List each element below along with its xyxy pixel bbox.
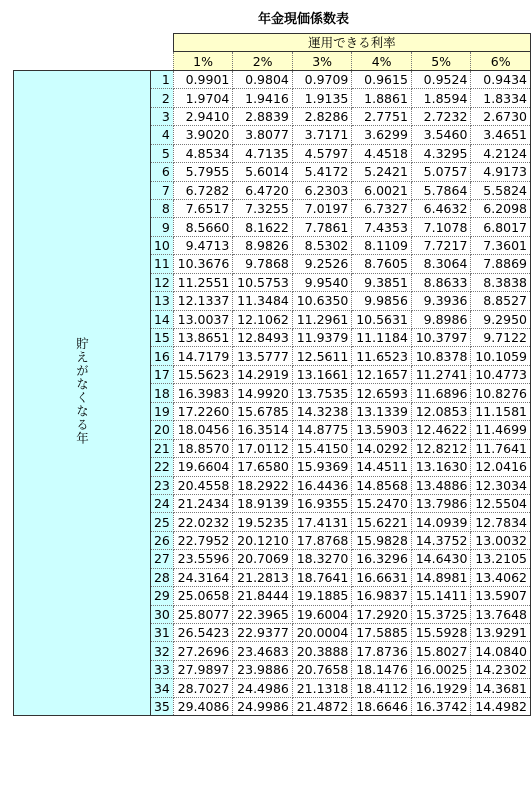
factor-cell[interactable]: 11.1581 [471, 402, 531, 420]
year-cell[interactable]: 22 [151, 458, 174, 476]
year-cell[interactable]: 4 [151, 126, 174, 144]
factor-cell[interactable]: 21.4872 [292, 697, 352, 715]
year-cell[interactable]: 34 [151, 679, 174, 697]
factor-cell[interactable]: 15.6785 [233, 402, 293, 420]
year-cell[interactable]: 16 [151, 347, 174, 365]
year-cell[interactable]: 21 [151, 439, 174, 457]
factor-cell[interactable]: 13.5777 [233, 347, 293, 365]
factor-cell[interactable]: 18.4112 [352, 679, 412, 697]
factor-cell[interactable]: 14.8568 [352, 476, 412, 494]
factor-cell[interactable]: 10.1059 [471, 347, 531, 365]
factor-cell[interactable]: 16.4436 [292, 476, 352, 494]
factor-cell[interactable]: 4.9173 [471, 163, 531, 181]
factor-cell[interactable]: 5.4172 [292, 163, 352, 181]
year-cell[interactable]: 26 [151, 531, 174, 549]
factor-cell[interactable]: 7.3601 [471, 236, 531, 254]
year-cell[interactable]: 12 [151, 273, 174, 291]
factor-cell[interactable]: 4.8534 [173, 144, 233, 162]
year-cell[interactable]: 24 [151, 494, 174, 512]
factor-cell[interactable]: 15.1411 [411, 587, 471, 605]
factor-cell[interactable]: 27.2696 [173, 642, 233, 660]
factor-cell[interactable]: 15.2470 [352, 494, 412, 512]
factor-cell[interactable]: 17.6580 [233, 458, 293, 476]
factor-cell[interactable]: 18.8570 [173, 439, 233, 457]
factor-cell[interactable]: 14.0840 [471, 642, 531, 660]
factor-cell[interactable]: 1.8861 [352, 89, 412, 107]
factor-cell[interactable]: 11.9379 [292, 329, 352, 347]
factor-cell[interactable]: 9.3936 [411, 292, 471, 310]
factor-cell[interactable]: 21.1318 [292, 679, 352, 697]
year-cell[interactable]: 6 [151, 163, 174, 181]
factor-cell[interactable]: 18.1476 [352, 660, 412, 678]
factor-cell[interactable]: 20.7658 [292, 660, 352, 678]
factor-cell[interactable]: 8.5302 [292, 236, 352, 254]
factor-cell[interactable]: 0.9804 [233, 70, 293, 88]
factor-cell[interactable]: 0.9524 [411, 70, 471, 88]
factor-cell[interactable]: 11.2551 [173, 273, 233, 291]
factor-cell[interactable]: 17.8736 [352, 642, 412, 660]
factor-cell[interactable]: 6.4720 [233, 181, 293, 199]
year-cell[interactable]: 8 [151, 199, 174, 217]
factor-cell[interactable]: 6.2098 [471, 199, 531, 217]
factor-cell[interactable]: 1.9704 [173, 89, 233, 107]
year-cell[interactable]: 19 [151, 402, 174, 420]
factor-cell[interactable]: 8.9826 [233, 236, 293, 254]
factor-cell[interactable]: 12.5504 [471, 494, 531, 512]
factor-cell[interactable]: 6.2303 [292, 181, 352, 199]
factor-cell[interactable]: 16.3742 [411, 697, 471, 715]
factor-cell[interactable]: 8.5660 [173, 218, 233, 236]
factor-cell[interactable]: 15.5928 [411, 624, 471, 642]
factor-cell[interactable]: 14.9920 [233, 384, 293, 402]
factor-cell[interactable]: 1.9416 [233, 89, 293, 107]
factor-cell[interactable]: 13.9291 [471, 624, 531, 642]
factor-cell[interactable]: 10.6350 [292, 292, 352, 310]
factor-cell[interactable]: 5.2421 [352, 163, 412, 181]
factor-cell[interactable]: 21.2813 [233, 568, 293, 586]
factor-cell[interactable]: 11.4699 [471, 421, 531, 439]
factor-cell[interactable]: 2.7751 [352, 107, 412, 125]
factor-cell[interactable]: 13.4062 [471, 568, 531, 586]
factor-cell[interactable]: 20.1210 [233, 531, 293, 549]
factor-cell[interactable]: 15.9369 [292, 458, 352, 476]
year-cell[interactable]: 17 [151, 365, 174, 383]
factor-cell[interactable]: 0.9615 [352, 70, 412, 88]
rate-header-cell[interactable]: 3% [292, 52, 352, 70]
year-cell[interactable]: 20 [151, 421, 174, 439]
factor-cell[interactable]: 12.1657 [352, 365, 412, 383]
factor-cell[interactable]: 16.3514 [233, 421, 293, 439]
factor-cell[interactable]: 9.3851 [352, 273, 412, 291]
factor-cell[interactable]: 12.7834 [471, 513, 531, 531]
year-cell[interactable]: 33 [151, 660, 174, 678]
years-side-label: 貯えがなくなる年 [74, 337, 90, 446]
factor-cell[interactable]: 16.3296 [352, 550, 412, 568]
factor-cell[interactable]: 13.0032 [471, 531, 531, 549]
factor-cell[interactable]: 7.4353 [352, 218, 412, 236]
factor-cell[interactable]: 22.0232 [173, 513, 233, 531]
factor-cell[interactable]: 7.3255 [233, 199, 293, 217]
factor-cell[interactable]: 14.3752 [411, 531, 471, 549]
year-cell[interactable]: 1 [151, 70, 174, 88]
year-cell[interactable]: 5 [151, 144, 174, 162]
factor-cell[interactable]: 9.2950 [471, 310, 531, 328]
factor-cell[interactable]: 19.6004 [292, 605, 352, 623]
factor-cell[interactable]: 12.0853 [411, 402, 471, 420]
rate-header-cell[interactable]: 2% [233, 52, 293, 70]
factor-cell[interactable]: 12.1062 [233, 310, 293, 328]
factor-cell[interactable]: 2.6730 [471, 107, 531, 125]
factor-cell[interactable]: 12.8493 [233, 329, 293, 347]
factor-cell[interactable]: 5.6014 [233, 163, 293, 181]
factor-cell[interactable]: 3.8077 [233, 126, 293, 144]
factor-cell[interactable]: 13.8651 [173, 329, 233, 347]
factor-cell[interactable]: 3.7171 [292, 126, 352, 144]
factor-cell[interactable]: 20.4558 [173, 476, 233, 494]
factor-cell[interactable]: 3.9020 [173, 126, 233, 144]
factor-cell[interactable]: 7.1078 [411, 218, 471, 236]
factor-cell[interactable]: 11.7641 [471, 439, 531, 457]
factor-cell[interactable]: 23.5596 [173, 550, 233, 568]
factor-cell[interactable]: 13.4886 [411, 476, 471, 494]
factor-cell[interactable]: 14.4511 [352, 458, 412, 476]
factor-cell[interactable]: 6.7327 [352, 199, 412, 217]
factor-cell[interactable]: 9.4713 [173, 236, 233, 254]
factor-cell[interactable]: 3.5460 [411, 126, 471, 144]
year-cell[interactable]: 9 [151, 218, 174, 236]
factor-cell[interactable]: 10.3797 [411, 329, 471, 347]
factor-cell[interactable]: 20.0004 [292, 624, 352, 642]
factor-cell[interactable]: 14.0939 [411, 513, 471, 531]
factor-cell[interactable]: 16.1929 [411, 679, 471, 697]
factor-cell[interactable]: 16.9837 [352, 587, 412, 605]
table-row [14, 70, 531, 88]
factor-cell[interactable]: 7.6517 [173, 199, 233, 217]
factor-cell[interactable]: 19.6604 [173, 458, 233, 476]
factor-cell[interactable]: 5.5824 [471, 181, 531, 199]
factor-cell[interactable]: 14.2919 [233, 365, 293, 383]
factor-cell[interactable]: 7.7217 [411, 236, 471, 254]
factor-cell[interactable]: 2.7232 [411, 107, 471, 125]
factor-cell[interactable]: 15.6221 [352, 513, 412, 531]
factor-cell[interactable]: 10.8378 [411, 347, 471, 365]
factor-cell[interactable]: 18.7641 [292, 568, 352, 586]
factor-cell[interactable]: 9.9856 [352, 292, 412, 310]
year-cell[interactable]: 35 [151, 697, 174, 715]
factor-cell[interactable]: 20.7069 [233, 550, 293, 568]
factor-cell[interactable]: 12.3034 [471, 476, 531, 494]
factor-cell[interactable]: 3.4651 [471, 126, 531, 144]
table-title: 年金現価係数表 [257, 12, 349, 27]
year-cell[interactable]: 27 [151, 550, 174, 568]
factor-cell[interactable]: 13.2105 [471, 550, 531, 568]
factor-cell[interactable]: 4.5797 [292, 144, 352, 162]
factor-cell[interactable]: 22.3965 [233, 605, 293, 623]
factor-cell[interactable]: 2.8839 [233, 107, 293, 125]
factor-cell[interactable]: 11.6896 [411, 384, 471, 402]
factor-cell[interactable]: 29.4086 [173, 697, 233, 715]
factor-cell[interactable]: 10.3676 [173, 255, 233, 273]
factor-cell[interactable]: 15.9828 [352, 531, 412, 549]
factor-cell[interactable]: 17.8768 [292, 531, 352, 549]
factor-cell[interactable]: 9.7122 [471, 329, 531, 347]
factor-cell[interactable]: 0.9434 [471, 70, 531, 88]
factor-cell[interactable]: 13.5903 [352, 421, 412, 439]
factor-cell[interactable]: 15.8027 [411, 642, 471, 660]
factor-cell[interactable]: 19.1885 [292, 587, 352, 605]
factor-cell[interactable]: 17.2920 [352, 605, 412, 623]
factor-cell[interactable]: 11.2741 [411, 365, 471, 383]
year-cell[interactable]: 2 [151, 89, 174, 107]
year-cell[interactable]: 23 [151, 476, 174, 494]
factor-cell[interactable]: 23.9886 [233, 660, 293, 678]
years-side-label-cell[interactable] [14, 70, 151, 715]
interest-rate-group-header[interactable]: 運用できる利率 [173, 34, 530, 52]
year-cell[interactable]: 29 [151, 587, 174, 605]
factor-cell[interactable]: 12.0416 [471, 458, 531, 476]
factor-cell[interactable]: 21.8444 [233, 587, 293, 605]
rate-header-row [14, 52, 531, 70]
rate-header-cell[interactable]: 4% [352, 52, 412, 70]
factor-cell[interactable]: 25.0658 [173, 587, 233, 605]
factor-cell[interactable]: 14.2302 [471, 660, 531, 678]
factor-cell[interactable]: 4.4518 [352, 144, 412, 162]
factor-cell[interactable]: 13.5907 [471, 587, 531, 605]
year-cell[interactable]: 28 [151, 568, 174, 586]
factor-cell[interactable]: 1.8334 [471, 89, 531, 107]
factor-cell[interactable]: 8.8527 [471, 292, 531, 310]
group-header-row [14, 34, 531, 52]
factor-cell[interactable]: 7.7861 [292, 218, 352, 236]
factor-cell[interactable]: 15.4150 [292, 439, 352, 457]
factor-cell[interactable]: 25.8077 [173, 605, 233, 623]
factor-cell[interactable]: 12.5611 [292, 347, 352, 365]
factor-cell[interactable]: 8.1622 [233, 218, 293, 236]
factor-cell[interactable]: 11.3484 [233, 292, 293, 310]
factor-cell[interactable]: 2.8286 [292, 107, 352, 125]
factor-cell[interactable]: 10.5753 [233, 273, 293, 291]
factor-cell[interactable]: 11.2961 [292, 310, 352, 328]
year-cell[interactable]: 3 [151, 107, 174, 125]
factor-cell[interactable]: 10.4773 [471, 365, 531, 383]
factor-cell[interactable]: 13.7986 [411, 494, 471, 512]
factor-cell[interactable]: 14.8981 [411, 568, 471, 586]
factor-cell[interactable]: 6.4632 [411, 199, 471, 217]
factor-cell[interactable]: 16.9355 [292, 494, 352, 512]
year-cell[interactable]: 15 [151, 329, 174, 347]
year-cell[interactable]: 7 [151, 181, 174, 199]
factor-cell[interactable]: 8.3838 [471, 273, 531, 291]
year-cell[interactable]: 10 [151, 236, 174, 254]
factor-cell[interactable]: 17.0112 [233, 439, 293, 457]
rate-header-cell[interactable]: 1% [173, 52, 233, 70]
factor-cell[interactable]: 24.9986 [233, 697, 293, 715]
factor-cell[interactable]: 16.0025 [411, 660, 471, 678]
year-cell[interactable]: 18 [151, 384, 174, 402]
factor-cell[interactable]: 23.4683 [233, 642, 293, 660]
factor-cell[interactable]: 5.0757 [411, 163, 471, 181]
factor-cell[interactable]: 13.7535 [292, 384, 352, 402]
factor-cell[interactable]: 22.9377 [233, 624, 293, 642]
factor-cell[interactable]: 12.4622 [411, 421, 471, 439]
factor-cell[interactable]: 1.9135 [292, 89, 352, 107]
factor-cell[interactable]: 26.5423 [173, 624, 233, 642]
factor-cell[interactable]: 16.3983 [173, 384, 233, 402]
factor-cell[interactable]: 17.2260 [173, 402, 233, 420]
year-cell[interactable]: 13 [151, 292, 174, 310]
annuity-factor-table [13, 33, 531, 716]
factor-cell[interactable]: 8.8633 [411, 273, 471, 291]
factor-cell[interactable]: 9.8986 [411, 310, 471, 328]
factor-cell[interactable]: 18.6646 [352, 697, 412, 715]
factor-cell[interactable]: 22.7952 [173, 531, 233, 549]
factor-cell[interactable]: 28.7027 [173, 679, 233, 697]
rate-header-cell[interactable]: 5% [411, 52, 471, 70]
factor-cell[interactable]: 14.7179 [173, 347, 233, 365]
factor-cell[interactable]: 8.3064 [411, 255, 471, 273]
factor-cell[interactable]: 17.4131 [292, 513, 352, 531]
factor-cell[interactable]: 1.8594 [411, 89, 471, 107]
factor-cell[interactable]: 0.9709 [292, 70, 352, 88]
factor-cell[interactable]: 14.3238 [292, 402, 352, 420]
factor-cell[interactable]: 14.8775 [292, 421, 352, 439]
factor-cell[interactable]: 7.0197 [292, 199, 352, 217]
factor-cell[interactable]: 12.6593 [352, 384, 412, 402]
factor-cell[interactable]: 15.5623 [173, 365, 233, 383]
factor-cell[interactable]: 17.5885 [352, 624, 412, 642]
factor-cell[interactable]: 20.3888 [292, 642, 352, 660]
factor-cell[interactable]: 14.4982 [471, 697, 531, 715]
factor-cell[interactable]: 21.2434 [173, 494, 233, 512]
factor-cell[interactable]: 24.3164 [173, 568, 233, 586]
rate-header-cell[interactable]: 6% [471, 52, 531, 70]
factor-cell[interactable]: 10.8276 [471, 384, 531, 402]
factor-cell[interactable]: 13.1339 [352, 402, 412, 420]
factor-cell[interactable]: 13.7648 [471, 605, 531, 623]
factor-cell[interactable]: 18.3270 [292, 550, 352, 568]
factor-cell[interactable]: 6.8017 [471, 218, 531, 236]
year-cell[interactable]: 11 [151, 255, 174, 273]
factor-cell[interactable]: 9.7868 [233, 255, 293, 273]
factor-cell[interactable]: 9.9540 [292, 273, 352, 291]
factor-cell[interactable]: 18.2922 [233, 476, 293, 494]
factor-cell[interactable]: 0.9901 [173, 70, 233, 88]
factor-cell[interactable]: 12.1337 [173, 292, 233, 310]
factor-cell[interactable]: 5.7864 [411, 181, 471, 199]
factor-cell[interactable]: 16.6631 [352, 568, 412, 586]
factor-cell[interactable]: 3.6299 [352, 126, 412, 144]
factor-cell[interactable]: 5.7955 [173, 163, 233, 181]
factor-cell[interactable]: 14.6430 [411, 550, 471, 568]
factor-cell[interactable]: 6.7282 [173, 181, 233, 199]
factor-cell[interactable]: 7.8869 [471, 255, 531, 273]
factor-cell[interactable]: 8.7605 [352, 255, 412, 273]
factor-cell[interactable]: 2.9410 [173, 107, 233, 125]
factor-cell[interactable]: 15.3725 [411, 605, 471, 623]
factor-cell[interactable]: 14.3681 [471, 679, 531, 697]
factor-cell[interactable]: 9.2526 [292, 255, 352, 273]
year-cell[interactable]: 25 [151, 513, 174, 531]
factor-cell[interactable]: 27.9897 [173, 660, 233, 678]
factor-cell[interactable]: 19.5235 [233, 513, 293, 531]
year-cell[interactable]: 30 [151, 605, 174, 623]
factor-cell[interactable]: 13.0037 [173, 310, 233, 328]
factor-cell[interactable]: 12.8212 [411, 439, 471, 457]
factor-cell[interactable]: 8.1109 [352, 236, 412, 254]
factor-cell[interactable]: 18.0456 [173, 421, 233, 439]
factor-cell[interactable]: 24.4986 [233, 679, 293, 697]
factor-cell[interactable]: 13.1661 [292, 365, 352, 383]
factor-cell[interactable]: 11.1184 [352, 329, 412, 347]
factor-cell[interactable]: 4.7135 [233, 144, 293, 162]
factor-cell[interactable]: 18.9139 [233, 494, 293, 512]
factor-cell[interactable]: 13.1630 [411, 458, 471, 476]
factor-cell[interactable]: 14.0292 [352, 439, 412, 457]
year-cell[interactable]: 32 [151, 642, 174, 660]
year-cell[interactable]: 14 [151, 310, 174, 328]
factor-cell[interactable]: 11.6523 [352, 347, 412, 365]
factor-cell[interactable]: 10.5631 [352, 310, 412, 328]
factor-cell[interactable]: 6.0021 [352, 181, 412, 199]
factor-cell[interactable]: 4.2124 [471, 144, 531, 162]
year-cell[interactable]: 31 [151, 624, 174, 642]
factor-cell[interactable]: 4.3295 [411, 144, 471, 162]
